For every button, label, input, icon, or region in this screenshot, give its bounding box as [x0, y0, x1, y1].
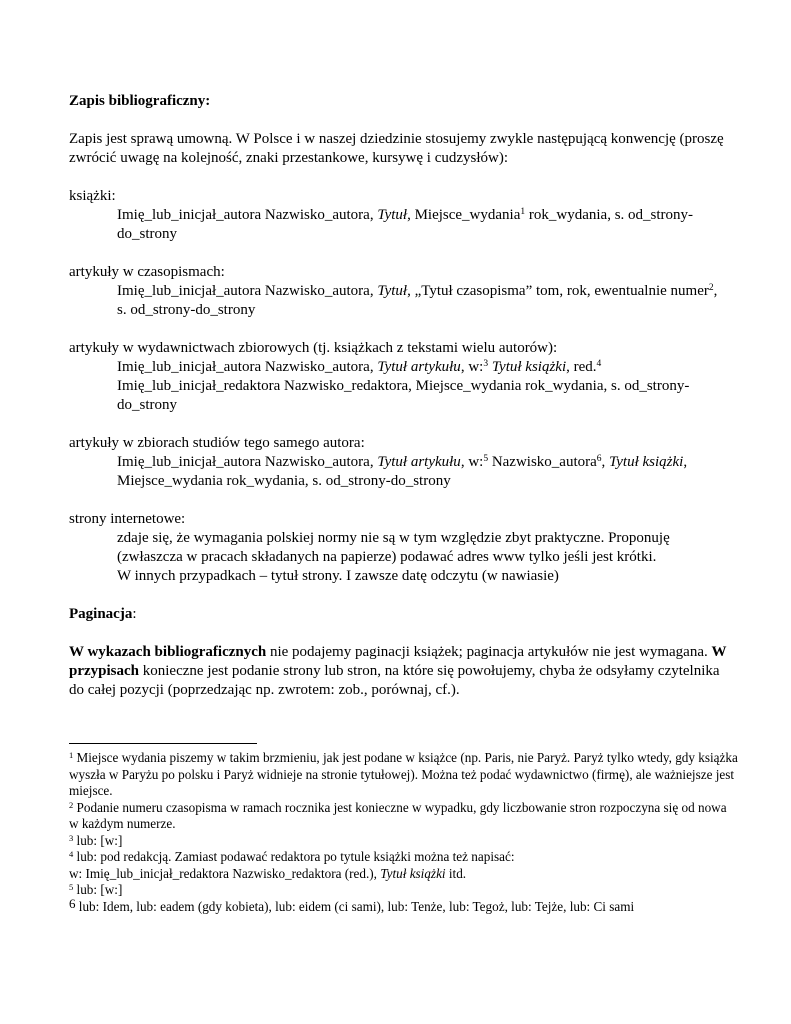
collections-format-editor: Imię_lub_inicjał_redaktora Nazwisko_redaktora, Miejsce_wydania rok_wydania, s. od_strony-do_strony: [117, 378, 690, 413]
footnote-6: $^6$ lub: Idem, lub: eadem (gdy kobieta), lub: eidem (ci sami), lub: Tenże, lub: Tegoż, lub: Tejże, lub: Ci sami: [69, 895, 635, 914]
web-text: zdaje się, że wymagania polskiej normy nie są w tym względzie zbyt praktyczne. Proponuję (zwłaszcza w pracach składanych na papierze) podawać adres www tylko jeśli jest krótki.: [117, 530, 670, 565]
collections-label: artykuły w wydawnictwach zbiorowych (tj. książkach z tekstami wielu autorów):: [69, 340, 558, 356]
footnote-2: $^2$ Podanie numeru czasopisma w ramach rocznika jest konieczne w wypadku, gdy liczbowanie stron rozpoczyna się od nowa w każdym numerze.: [69, 799, 727, 831]
journals-label: artykuły w czasopismach:: [69, 264, 225, 280]
footnote-ref-6[interactable]: 6: [596, 454, 602, 464]
footnote-ref-3[interactable]: 3: [483, 359, 489, 369]
footnote-5: $^5$ lub: [w:]: [69, 882, 123, 897]
section-heading: Zapis bibliograficzny:: [69, 93, 211, 109]
footnote-ref-2[interactable]: 2: [708, 283, 714, 293]
same-author-label: artykuły w zbiorach studiów tego samego autora:: [69, 435, 365, 451]
footnote-ref-1[interactable]: 1: [520, 207, 526, 217]
web-label: strony internetowe:: [69, 511, 186, 527]
footnote-ref-4[interactable]: 4: [596, 359, 602, 369]
books-label: książki:: [69, 188, 116, 204]
books-format: Imię_lub_inicjał_autora Nazwisko_autora, Tytuł, Miejsce_wydania$^1$ rok_wydania, s. od_strony-do_strony: [117, 207, 694, 242]
footnote-ref-5[interactable]: 5: [483, 454, 489, 464]
footnote-4: $^4$ lub: pod redakcją. Zamiast podawać redaktora po tytule książki można też napisać: w: Imię_lub_inicjał_redaktora Nazwisko_redaktora (red.), Tytuł książki itd.: [69, 849, 515, 881]
footnotes: [69, 750, 739, 915]
footnote-separator: [69, 743, 257, 744]
pagination-paragraph: W wykazach bibliograficznych nie podajemy paginacji książek; paginacja artykułów nie jest wymagana. W przypisach konieczne jest podanie strony lub stron, na które się powołujemy, chyba że odsyłamy czytelnika do całej pozycji (poprzedzając np. zwrotem: zob., porównaj, cf.).: [69, 644, 727, 698]
pagination-heading: Paginacja:: [69, 606, 137, 622]
footnote-1: $^1$ Miejsce wydania piszemy w takim brzmieniu, jak jest podane w książce (np. Paris, nie Paryż. Paryż tylko wtedy, gdy książka wyszła w Paryżu po polsku i Paryż widnieje na stronie tytułowej). Można też podać wydawnictwo (firmę), ale ważniejsze jest miejsce.: [69, 750, 738, 798]
journals-format: Imię_lub_inicjał_autora Nazwisko_autora, Tytuł, „Tytuł czasopisma” tom, rok, ewentualnie numer$^2$, s. od_strony-do_strony: [117, 283, 718, 318]
intro-paragraph: Zapis jest sprawą umowną. W Polsce i w naszej dziedzinie stosujemy zwykle następującą konwencję (proszę zwrócić uwagę na kolejność, znaki przestankowe, kursywę i cudzysłów):: [69, 131, 724, 166]
collections-format: Imię_lub_inicjał_autora Nazwisko_autora, Tytuł artykułu, w:$^3$ Tytuł książki, red.$^4$: [117, 359, 602, 375]
same-author-format: Imię_lub_inicjał_autora Nazwisko_autora, Tytuł artykułu, w:$^5$ Nazwisko_autora$^6$, Tytuł książki, Miejsce_wydania rok_wydania, s. od_strony-do_strony: [117, 454, 688, 489]
document-body: [69, 92, 729, 700]
footnote-3: $^3$ lub: [w:]: [69, 832, 123, 848]
web-text-2: W innych przypadkach – tytuł strony. I zawsze datę odczytu (w nawiasie): [117, 568, 559, 584]
